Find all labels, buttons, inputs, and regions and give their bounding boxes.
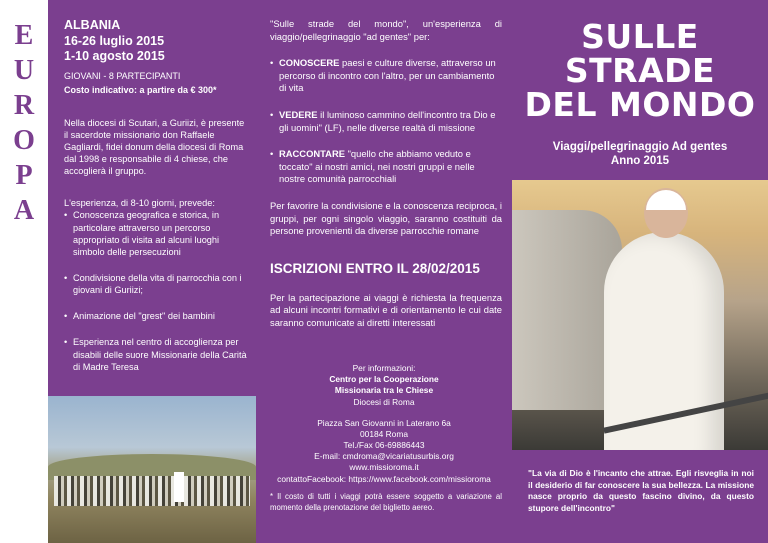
goal-keyword: RACCONTARE xyxy=(279,148,345,160)
letter-a: A xyxy=(13,195,35,226)
panel-program xyxy=(256,0,512,543)
goal-text: "quello che abbiamo veduto e toccato" ai nostri amici, nei nostri gruppi e nelle nostre comunità parrocchiali xyxy=(279,148,475,185)
diocese-paragraph: Nella diocesi di Scutari, a Guriizi, è presente il sacerdote missionario don Raffaele Gagliardi, fidei donum della diocesi di Roma dal 1998 e responsabile di 4 chiese, che accoglierà il gruppo. xyxy=(64,117,245,177)
cover-title-line: SULLE xyxy=(581,17,699,56)
trip-dates-2: 1-10 agosto 2015 xyxy=(64,49,165,64)
program-intro: "Sulle strade del mondo", un'esperienza di viaggio/pellegrinaggio "ad gentes" per: xyxy=(270,18,502,42)
info-label: Per informazioni: xyxy=(352,363,416,373)
letter-e: E xyxy=(14,20,34,51)
phone: Tel./Fax 06-69886443 xyxy=(343,440,425,451)
goal-item xyxy=(270,109,502,134)
website-link[interactable]: www.missioroma.it xyxy=(349,462,419,473)
registration-deadline: ISCRIZIONI ENTRO IL 28/02/2015 xyxy=(270,260,480,276)
albania-group-photo xyxy=(48,396,256,543)
cover-subtitle xyxy=(512,140,768,169)
cover-title xyxy=(512,17,768,124)
cover-title-line: DEL MONDO xyxy=(524,85,756,124)
org-name-1: Centro per la Cooperazione xyxy=(329,374,439,385)
goal-item xyxy=(270,148,502,186)
facebook-link[interactable]: contattoFacebook: https://www.facebook.com/missioroma xyxy=(277,473,491,484)
pope-photo xyxy=(512,180,768,450)
bullet-item: • Esperienza nel centro di accoglienza per disabili delle suore Missionarie della Carità di Madre Teresa xyxy=(64,336,250,372)
address: Piazza San Giovanni in Laterano 6a xyxy=(317,417,451,428)
email-link[interactable]: E-mail: cmdroma@vicariatusurbis.org xyxy=(314,451,454,462)
sharing-paragraph: Per favorire la condivisione e la conoscenza reciproca, i gruppi, per ogni singolo viaggio, saranno costituiti da persone provenienti da diverse parrocchie romane xyxy=(270,199,502,237)
letter-p: P xyxy=(15,160,33,191)
letter-o: O xyxy=(13,125,35,156)
bullet-item: • Condivisione della vita di parrocchia con i giovani di Guriizi; xyxy=(64,272,250,296)
trip-title xyxy=(64,18,250,65)
goal-text: paesi e culture diverse, attraverso un percorso di incontro con l'altro, per un cambiamento di vita xyxy=(279,57,496,94)
trip-country: ALBANIA xyxy=(64,18,121,32)
panel-albania xyxy=(0,0,256,543)
goal-item xyxy=(270,57,502,95)
contact-info xyxy=(266,363,502,485)
letter-r: R xyxy=(13,90,35,121)
subtitle-line-1: Viaggi/pellegrinaggio Ad gentes xyxy=(552,141,728,153)
cover-quote: "La via di Dio è l'incanto che attrae. Egli risveglia in noi il desiderio di far conoscere la sua bellezza. La missione nasce proprio da questo fascino divino, da questo stupore dell'incontro" xyxy=(528,468,754,513)
participation-paragraph: Per la partecipazione ai viaggi è richiesta la frequenza ad alcuni incontri formativi e di orientamento le cui date saranno comunicate ai diretti interessati xyxy=(270,291,502,328)
cost-note: * Il costo di tutti i viaggi potrà essere soggetto a variazione al momento della prenotazione del biglietto aereo. xyxy=(270,492,502,512)
goal-text: il luminoso cammino dell'incontro tra Dio e gli uomini" (LF), nelle diverse realtà di missione xyxy=(279,108,496,133)
subtitle-line-2: Anno 2015 xyxy=(610,155,670,168)
participants: GIOVANI - 8 PARTECIPANTI xyxy=(64,70,181,81)
europa-vertical-title xyxy=(0,0,48,543)
goal-keyword: CONOSCERE xyxy=(279,57,340,69)
trip-dates-1: 16-26 luglio 2015 xyxy=(64,33,165,48)
letter-u: U xyxy=(13,55,35,86)
experience-intro: L'esperienza, di 8-10 giorni, prevede: xyxy=(64,198,215,209)
program-text xyxy=(270,18,502,330)
albania-details xyxy=(64,18,250,373)
org-name-2: Missionaria tra le Chiese xyxy=(334,385,434,396)
bullet-item: • Animazione del "grest" dei bambini xyxy=(64,310,250,322)
city: 00184 Roma xyxy=(360,428,408,439)
cover-title-line: STRADE xyxy=(564,51,716,90)
goal-keyword: VEDERE xyxy=(279,108,318,120)
cost: Costo indicativo: a partire da € 300* xyxy=(64,84,217,95)
bullet-item: • Conoscenza geografica e storica, in particolare attraverso un percorso appropriato di visita ad alcuni luoghi simbolo delle persecuzioni xyxy=(64,209,250,258)
diocese-name: Diocesi di Roma xyxy=(353,396,415,407)
